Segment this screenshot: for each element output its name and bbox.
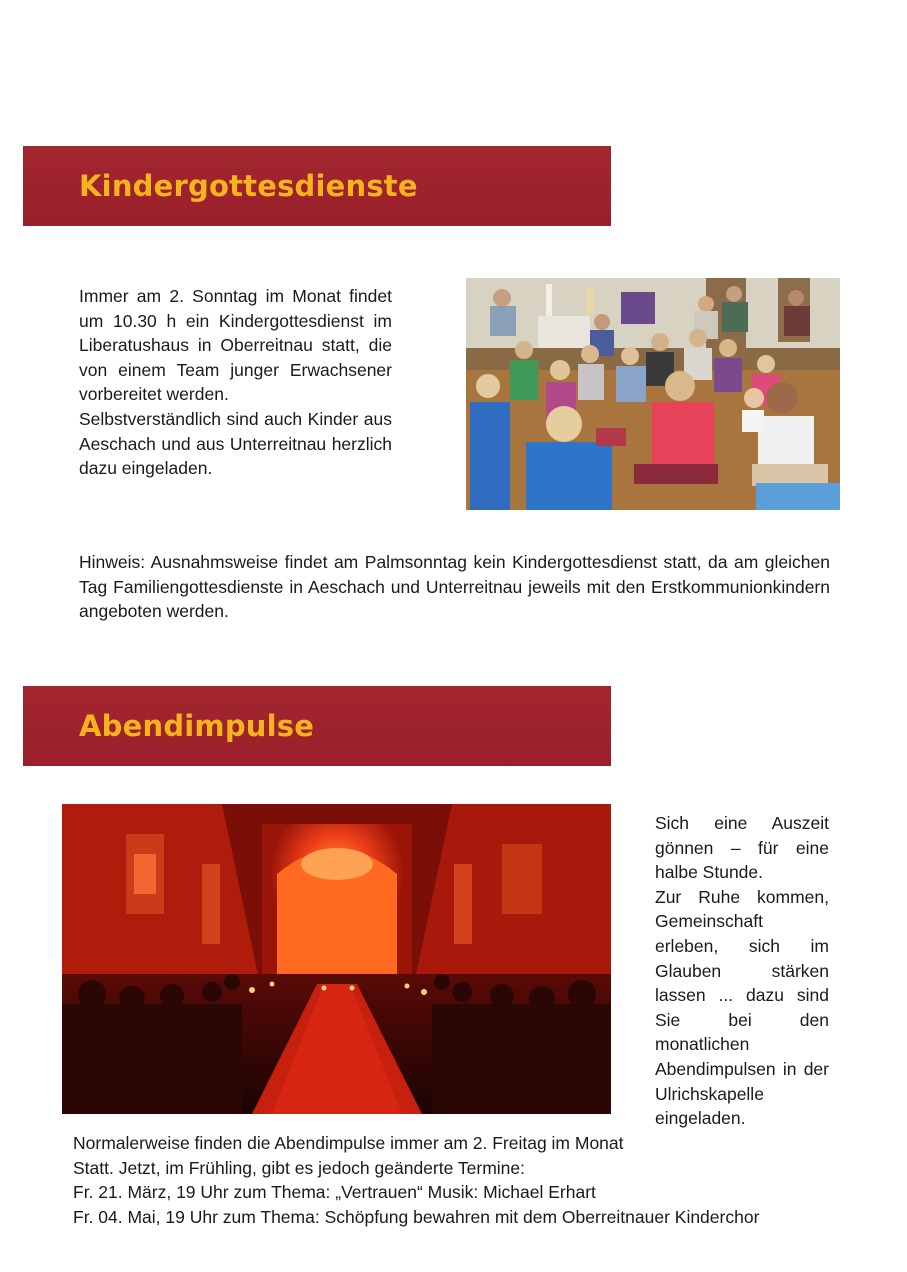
schedule-line: Fr. 04. Mai, 19 Uhr zum Thema: Schöpfung bewahren mit dem Oberreitnauer Kinderchor [73,1206,760,1227]
section-banner-abendimpulse [23,686,611,766]
auszeit-intro: Sich eine Auszeit gönnen – für eine halbe Stunde. [655,813,829,883]
schedule-line: Statt. Jetzt, im Frühling, gibt es jedoch geänderte Termine: [73,1157,525,1178]
children-service-photo [466,278,840,510]
schedule-line: Fr. 21. März, 19 Uhr zum Thema: „Vertrauen“ Musik: Michael Erhart [73,1182,596,1203]
intro-text [79,284,392,481]
section-title: Kindergottesdienste [79,169,418,203]
section-banner-kindergottesdienste [23,146,611,226]
hinweis-note: Hinweis: Ausnahmsweise findet am Palmsonntag kein Kindergottesdienst statt, da am gleichen Tag Familiengottesdienste in Aeschach und Unterreitnau jeweils mit den Erstkommunionkindern angeboten werden. [79,552,830,622]
section-title: Abendimpulse [79,709,315,743]
abendimpulse-schedule [73,1131,893,1229]
schedule-line: Normalerweise finden die Abendimpulse immer am 2. Freitag im Monat [73,1133,624,1153]
chapel-photo [62,804,611,1114]
auszeit-invitation: Zur Ruhe kommen, Gemeinschaft erleben, sich im Glauben stärken lassen ... dazu sind Sie bei den monatlichen Abendimpulsen in der Ulrichskapelle eingeladen. [655,886,829,1129]
auszeit-text [655,811,829,1131]
intro-paragraph: Immer am 2. Sonntag im Monat findet um 10.30 h ein Kindergottesdienst im Liberatushaus in Oberreitnau statt, die von einem Team junger Erwachsener vorbereitet werden. [79,286,392,405]
invitation-paragraph: Selbstverständlich sind auch Kinder aus Aeschach und aus Unterreitnau herzlich dazu eingeladen. [79,408,392,479]
